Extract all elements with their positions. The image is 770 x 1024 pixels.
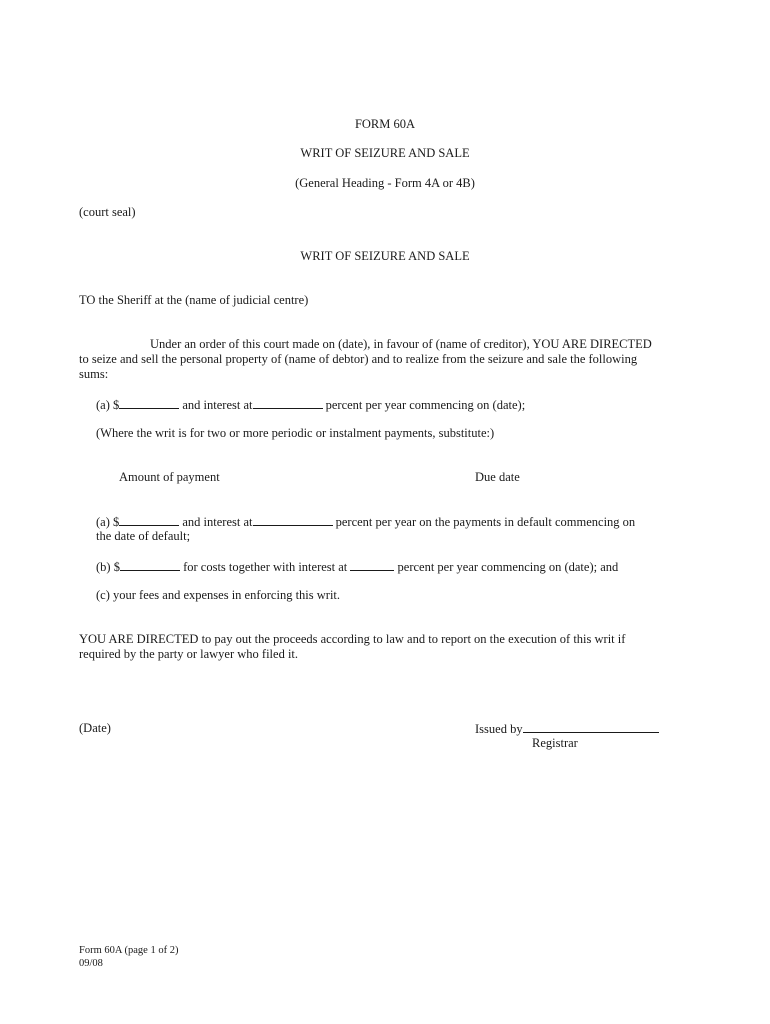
intro-line-1: Under an order of this court made on (date), in favour of (name of creditor), YOU ARE DIRECTED	[150, 337, 652, 351]
item-b-suffix: percent per year commencing on (date); and	[397, 560, 619, 574]
amount-blank	[119, 514, 179, 526]
item-a-mid: and interest at	[182, 398, 253, 412]
to-sheriff-line: TO the Sheriff at the (name of judicial centre)	[79, 293, 309, 307]
due-date-header: Due date	[475, 470, 520, 484]
costs-blank	[120, 559, 180, 571]
item-a-interest	[96, 397, 525, 413]
item-a2-line-2: the date of default;	[96, 529, 191, 543]
item-a2-suffix: percent per year on the payments in default commencing on	[335, 515, 636, 529]
amount-blank	[119, 397, 179, 409]
item-c-fees: (c) your fees and expenses in enforcing this writ.	[96, 588, 341, 602]
item-a-periodic	[96, 514, 635, 530]
interest-rate-blank	[253, 514, 333, 526]
intro-line-2: to seize and sell the personal property of (name of debtor) and to realize from the seizure and sale the following	[79, 352, 638, 366]
general-heading-note: (General Heading - Form 4A or 4B)	[295, 176, 475, 190]
signature-blank	[523, 721, 659, 733]
form-number: FORM 60A	[354, 117, 416, 131]
item-a2-mid: and interest at	[182, 515, 253, 529]
date-label: (Date)	[79, 721, 111, 735]
item-b-mid: for costs together with interest at	[183, 560, 348, 574]
item-b-prefix: (b) $	[96, 560, 120, 574]
registrar-label: Registrar	[532, 736, 578, 750]
item-a2-prefix: (a) $	[96, 515, 120, 529]
item-a-suffix: percent per year commencing on (date);	[325, 398, 526, 412]
footer-form-page: Form 60A (page 1 of 2)	[79, 945, 179, 956]
court-seal-label: (court seal)	[79, 205, 136, 219]
item-a-prefix: (a) $	[96, 398, 120, 412]
interest-rate-blank	[350, 559, 394, 571]
directive-line-2: required by the party or lawyer who filed it.	[79, 647, 299, 661]
directive-line-1: YOU ARE DIRECTED to pay out the proceeds according to law and to report on the execution of this writ if	[79, 632, 626, 646]
footer-revision: 09/08	[79, 958, 103, 969]
issued-by-line	[475, 721, 659, 737]
document-subtitle: WRIT OF SEIZURE AND SALE	[300, 249, 470, 263]
item-b-costs	[96, 559, 618, 575]
amount-of-payment-header: Amount of payment	[119, 470, 220, 484]
substitute-note: (Where the writ is for two or more periodic or instalment payments, substitute:)	[96, 426, 495, 440]
document-title: WRIT OF SEIZURE AND SALE	[300, 146, 470, 160]
issued-by-label: Issued by	[475, 722, 523, 736]
interest-rate-blank	[253, 397, 323, 409]
intro-line-3: sums:	[79, 367, 109, 381]
